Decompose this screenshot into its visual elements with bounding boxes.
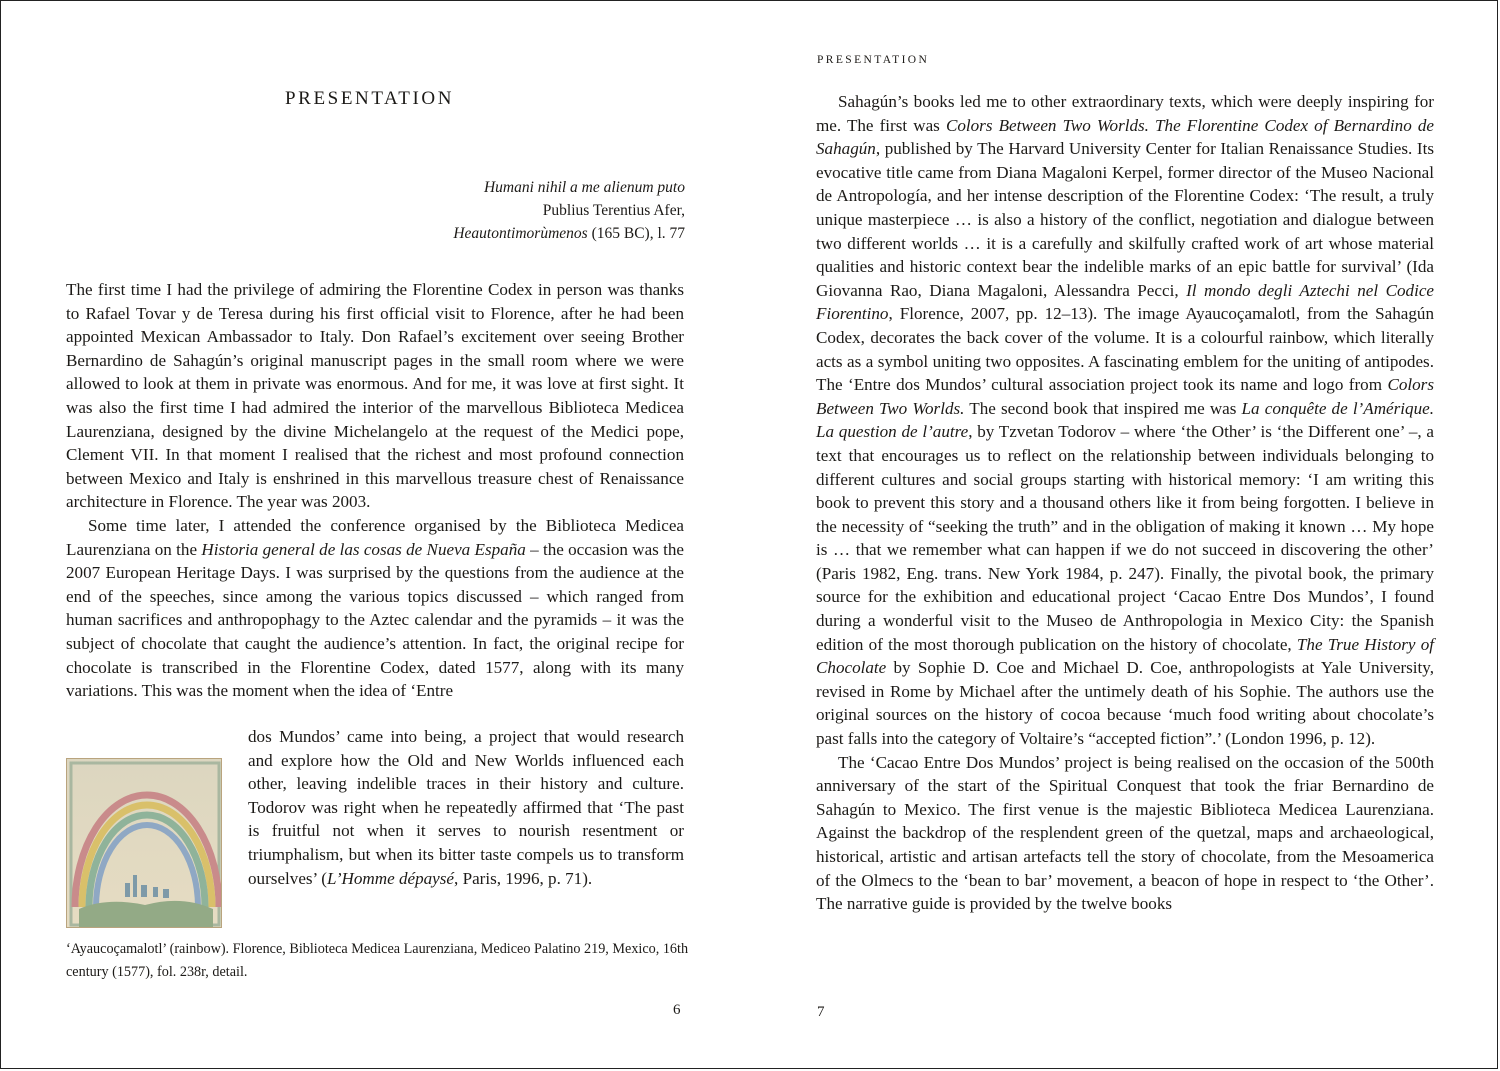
paragraph-4: The ‘Cacao Entre Dos Mundos’ project is being realised on the occasion of the 500th anniversary of the start of the Spiritual Conquest that took the friar Bernardino de Sahagún to Mexico. The first venue is the majestic Biblioteca Medicea Laurenziana. Against the backdrop of the resplendent green of the quetzal, maps and archaeological, historical, artistic and artisan artefacts tell the story of chocolate, from the Mesoamerica of the Olmecs to the ‘bean to bar’ movement, a beacon of hope in respect to ‘the Other’. The narrative guide is provided by the twelve books	[816, 752, 1434, 914]
page-number: 6	[673, 1002, 681, 1018]
epigraph-citation: (165 BC), l. 77	[587, 225, 685, 242]
right-page	[750, 0, 1500, 1071]
p3-italic-conquete: La conquête de l’Amérique. La question de l’autre	[816, 398, 1434, 442]
page-number: 7	[817, 1004, 825, 1020]
paragraph-1: The first time I had the privilege of admiring the Florentine Codex in person was thanks to Rafael Tovar y de Teresa during his first official visit to Florence, after he had been appointed Mexican Ambassador to Italy. Don Rafael’s excitement over seeing Brother Bernardino de Sahagún’s original manuscript pages in the small room where we were allowed to look at them in private was enormous. And for me, it was love at first sight. It was also the first time I had admired the interior of the marvellous Biblioteca Medicea Laurenziana, designed by the divine Michelangelo at the request of the Medici pope, Clement VII. In that moment I realised that the richest and most profound connection between Mexico and Italy is enshrined in this marvellous treasure chest of Renaissance architecture in Florence. The year was 2003.	[66, 280, 684, 512]
epigraph-author: Publius Terentius Afer,	[542, 202, 685, 219]
wrap-italic-title: L’Homme dépaysé	[326, 868, 455, 888]
p3-text-g: The second book that inspired me was	[964, 398, 1242, 418]
epigraph-quote: Humani nihil a me alienum puto	[483, 179, 685, 196]
left-body-text	[66, 278, 684, 703]
p3-text-k: by Sophie D. Coe and Michael D. Coe, anthropologists at Yale University, revised in Rome by Michael after the untimely death of his Sophie. The authors use the original sources on the history of cocoa because ‘much food writing about chocolate’s past falls into the category of Voltaire’s “accepted fiction”.’ (London 1996, p. 12).	[816, 658, 1434, 749]
paragraph-2	[66, 514, 684, 703]
p3-italic-true-history: The True History of Chocolate	[816, 634, 1434, 678]
rainbow-illustration	[66, 758, 222, 928]
p3-italic-colors: Colors Between Two Worlds. The Florentine Codex of Bernardino de Sahagún	[816, 115, 1434, 159]
wrap-text-a: dos Mundos’ came into being, a project that would research and explore how the Old and New Worlds influenced each other, leaving indelible traces in their history and culture. Todorov was right when he repeatedly affirmed that ‘The past is fruitful not when it serves to nourish resentment or triumphalism, but when its bitter taste compels us to transform ourselves’ (	[248, 727, 684, 888]
epigraph	[305, 176, 685, 245]
p3-text-e: , Florence, 2007, pp. 12–13). The image Ayaucoçamalotl, from the Sahagún Codex, decorates the back cover of the volume. It is a colourful rainbow, which literally acts as a symbol uniting two opposites. A fascinating emblem for the uniting of antipodes. The ‘Entre dos Mundos’ cultural association project took its name and logo from	[816, 304, 1434, 395]
p3-text-i: , by Tzvetan Todorov – where ‘the Other’ is ‘the Different one’ –, a text that encourages us to reflect on the relationship between individuals belonging to different cultures and social groups starting with historical memory: ‘I am writing this book to prevent this story and a thousand others like it from being forgotten. I believe in the necessity of “seeking the truth” and in the obligation of making it known … My hope is … that we remember what can happen if we do not succeed in discovering the other’ (Paris 1982, Eng. trans. New York 1984, p. 247). Finally, the pivotal book, the primary source for the exhibition and educational project ‘Cacao Entre Dos Mundos’, I found during a wonderful visit to the Museo de Anthropologia in Mexico City: the Spanish edition of the most thorough publication on the history of chocolate,	[816, 422, 1435, 654]
right-body-text	[816, 90, 1434, 916]
rainbow-image	[67, 759, 222, 928]
epigraph-source	[305, 222, 685, 245]
wrap-text-c: , Paris, 1996, p. 71).	[454, 868, 593, 888]
p3-text-c: , published by The Harvard University Center for Italian Renaissance Studies. Its evocative title came from Diana Magaloni Kerpel, former director of the Museo Nacional de Antropología, and her intense description of the Florentine Codex: ‘The result, a truly unique masterpiece … is also a history of the conflict, negotiation and dialogue between two different worlds … it is a carefully and skilfully crafted work of art whose material qualities and historic context bear the indelible marks of an epic battle for survival’ (Ida Giovanna Rao, Diana Magaloni, Alessandra Pecci,	[816, 139, 1434, 300]
paragraph-2-italic-title: Historia general de las cosas de Nueva España	[201, 539, 526, 559]
paragraph-2-text-cont: – the occasion was the 2007 European Heritage Days. I was surprised by the questions from the audience at the end of the speeches, since among the various topics discussed – which ranged from human sacrifices and anthropophagy to the Aztec calendar and the pyramids – it was the subject of chocolate that caught the audience’s attention. In fact, the original recipe for chocolate is transcribed in the Florentine Codex, dated 1577, along with its many variations. This was the moment when the idea of ‘Entre	[66, 539, 684, 701]
p3-italic-mondo: Il mondo degli Aztechi nel Codice Fiorentino	[816, 280, 1434, 324]
paragraph-2-wrap	[248, 725, 684, 890]
epigraph-work-title: Heautontimorùmenos	[453, 225, 588, 242]
p3-text-a: Sahagún’s books led me to other extraordinary texts, which were deeply inspiring for me. The first was	[816, 92, 1434, 135]
paragraph-2-text: Some time later, I attended the conference organised by the Biblioteca Medicea Laurenziana on the	[66, 515, 684, 559]
chapter-title: PRESENTATION	[285, 88, 455, 109]
paragraph-3	[816, 90, 1434, 751]
figure-caption: ‘Ayaucoçamalotl’ (rainbow). Florence, Biblioteca Medicea Laurenziana, Mediceo Palatino 219, Mexico, 16th century (1577), fol. 238r, detail.	[66, 941, 689, 980]
p3-italic-colors-2: Colors Between Two Worlds.	[816, 375, 1434, 418]
running-head: PRESENTATION	[817, 54, 930, 66]
